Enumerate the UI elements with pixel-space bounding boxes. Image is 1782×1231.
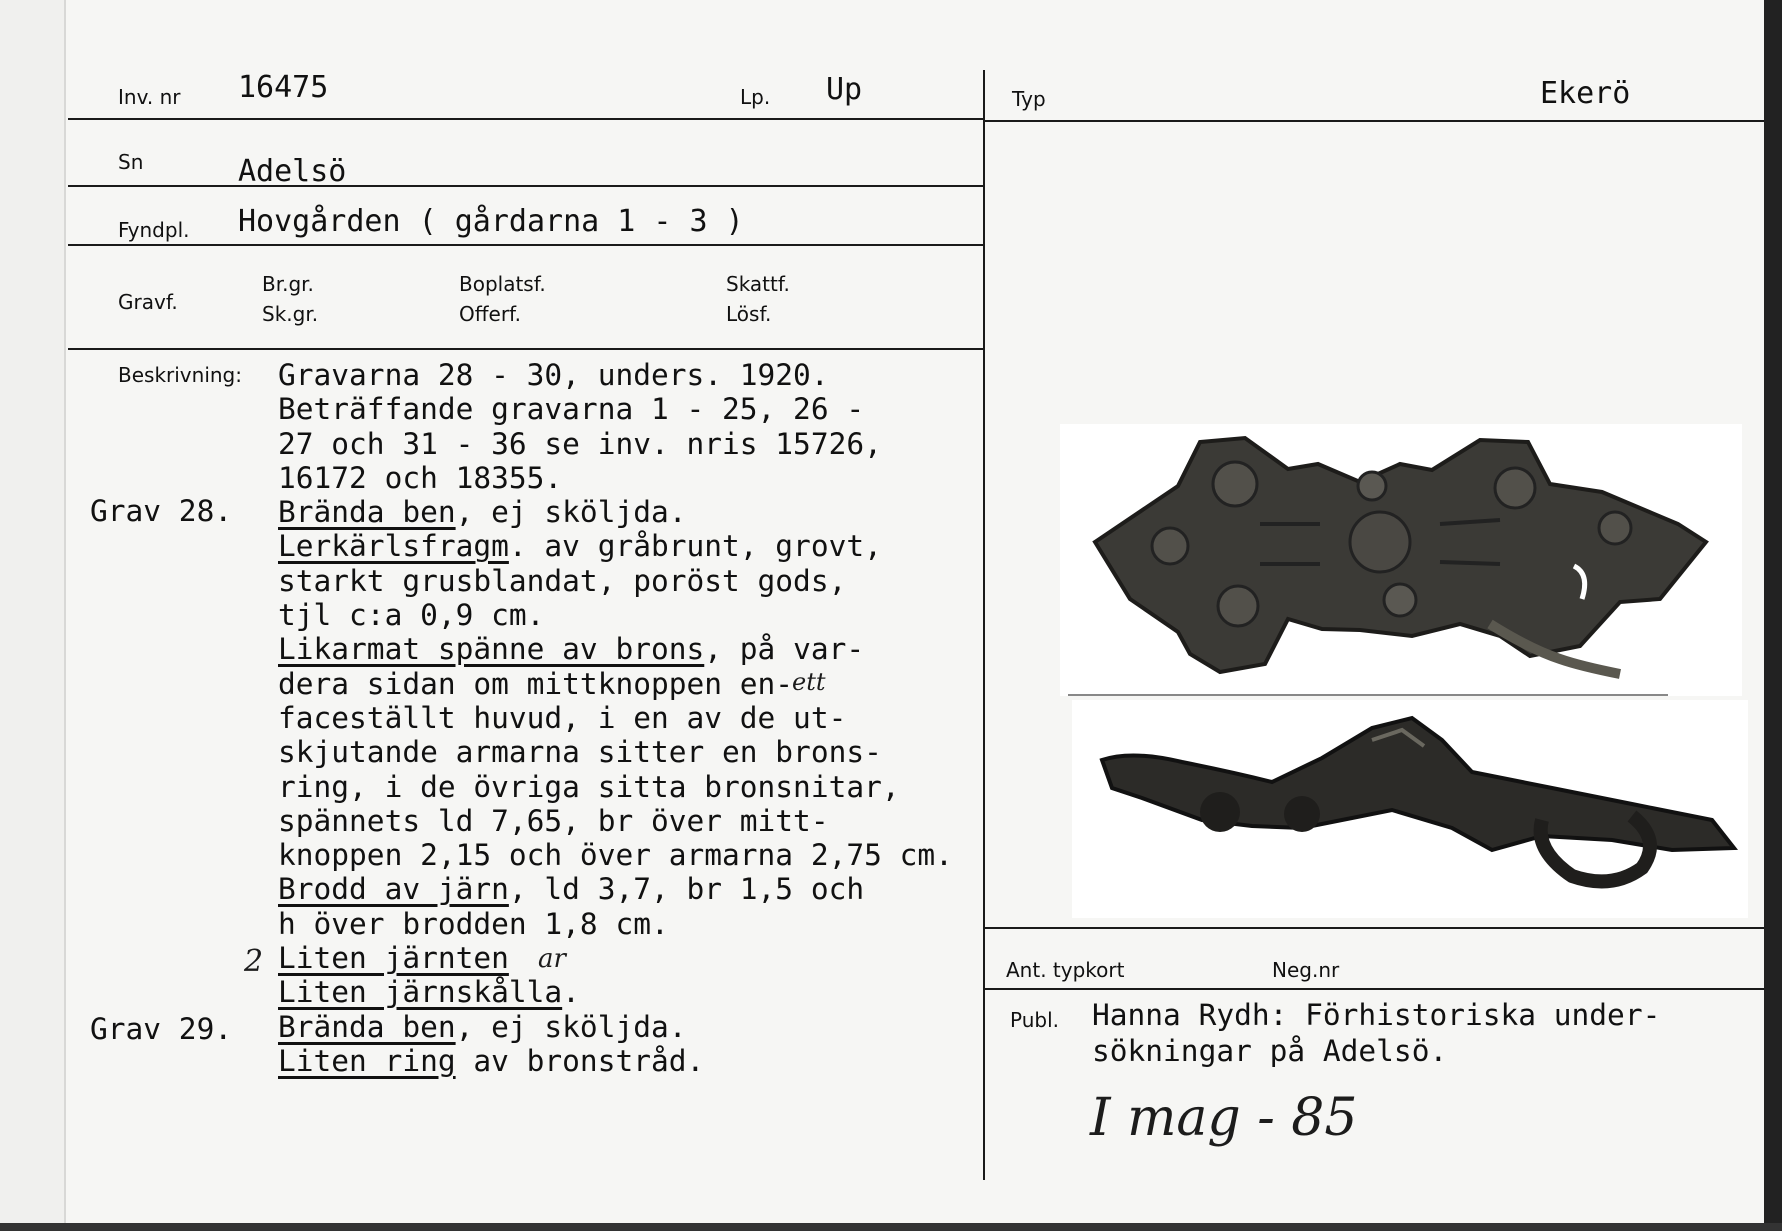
desc-text: dera sidan om mittknoppen: [278, 666, 723, 701]
desc-line: [278, 529, 953, 563]
ant-typkort-label: Ant. typkort: [1006, 958, 1125, 982]
brooch-side-view-image: [1072, 700, 1748, 918]
desc-line: 27 och 31 - 36 se inv. nris 15726,: [278, 426, 882, 461]
desc-text: , ej sköljda.: [455, 495, 687, 530]
rule-typ: [985, 120, 1764, 122]
handwritten-number: 2: [244, 944, 264, 979]
column-divider: [983, 70, 985, 1180]
handwritten-ett: ett: [792, 668, 826, 696]
desc-line: ring, i de övriga sitta bronsnitar,: [278, 769, 900, 804]
losf-label: Lösf.: [726, 302, 772, 326]
desc-text: en-: [722, 666, 794, 701]
scan-bottom-edge: [0, 1223, 1782, 1231]
desc-line: faceställt huvud, i en av de ut-: [278, 700, 847, 735]
desc-line: [278, 872, 953, 906]
desc-underlined: Lerkärlsfragm: [278, 529, 509, 564]
card-left-edge: [0, 0, 66, 1231]
desc-text: .: [562, 975, 580, 1010]
rule-gravf: [68, 348, 985, 350]
typ-value: Ekerö: [1540, 76, 1631, 111]
desc-underlined: Likarmat spänne av brons: [278, 632, 705, 667]
inv-label: Inv. nr: [118, 85, 181, 109]
scan-right-edge: [1764, 0, 1782, 1231]
fyndpl-value: Hovgården ( gårdarna 1 - 3 ): [238, 204, 744, 239]
desc-line: Gravarna 28 - 30, unders. 1920.: [278, 358, 829, 392]
desc-line: h över brodden 1,8 cm.: [278, 906, 669, 941]
desc-text: , ej sköljda.: [455, 1009, 687, 1044]
desc-underlined: Brända ben: [278, 495, 456, 530]
desc-line: knoppen 2,15 och över armarna 2,75 cm.: [278, 838, 953, 873]
desc-line: starkt grusblandat, poröst gods,: [278, 563, 847, 598]
rule-ant: [985, 927, 1764, 929]
desc-line: [278, 632, 953, 666]
desc-underlined: Brända ben: [278, 1009, 456, 1044]
brooch-top-view-image: [1060, 424, 1742, 696]
desc-line: Beträffande gravarna 1 - 25, 26 -: [278, 392, 865, 427]
desc-line: tjl c:a 0,9 cm.: [278, 598, 545, 633]
skattf-label: Skattf.: [726, 272, 790, 296]
desc-line: spännets ld 7,65, br över mitt-: [278, 803, 829, 838]
desc-text: , ld 3,7, br 1,5 och: [508, 872, 865, 907]
offerf-label: Offerf.: [459, 302, 521, 326]
desc-line: skjutande armarna sitter en brons-: [278, 735, 882, 770]
boplatsf-label: Boplatsf.: [459, 272, 546, 296]
brooch-photo-side: [1072, 700, 1748, 918]
grav29-label: Grav 29.: [90, 1012, 233, 1046]
desc-line: [278, 495, 953, 529]
desc-underlined: Liten järnskålla: [278, 975, 563, 1010]
desc-line: [278, 667, 953, 701]
desc-line: 16172 och 18355.: [278, 460, 563, 495]
lp-value: Up: [826, 72, 863, 107]
desc-line: [278, 975, 953, 1009]
lp-label: Lp.: [740, 85, 771, 109]
desc-underlined: Brodd av järn: [278, 872, 509, 907]
desc-underlined: Liten järnten: [278, 941, 509, 976]
rule-neg: [985, 988, 1764, 990]
desc-text: . av gråbrunt, grovt,: [508, 529, 882, 564]
skgr-label: Sk.gr.: [262, 302, 319, 326]
desc-text: , på var-: [704, 632, 865, 667]
sn-value: Adelsö: [238, 154, 347, 189]
desc-line: [278, 1044, 953, 1078]
publ-line2: sökningar på Adelsö.: [1092, 1034, 1448, 1068]
fyndpl-label: Fyndpl.: [118, 218, 190, 242]
desc-line: [278, 1010, 953, 1044]
typ-label: Typ: [1012, 87, 1046, 111]
inv-value: 16475: [238, 70, 329, 105]
brooch-photo-top: [1060, 424, 1742, 696]
handwritten-ar: ar: [538, 944, 566, 974]
sn-label: Sn: [118, 150, 144, 174]
desc-text: av bronstråd.: [455, 1043, 705, 1078]
rule-fyndpl: [68, 244, 985, 246]
grav28-label: Grav 28.: [90, 494, 233, 528]
desc-underlined: Liten ring: [278, 1043, 456, 1078]
beskrivning-label: Beskrivning:: [118, 363, 242, 387]
description-text: [278, 358, 953, 1078]
rule-inv: [68, 118, 985, 120]
negnr-label: Neg.nr: [1272, 958, 1340, 982]
handwritten-note: I mag - 85: [1090, 1088, 1358, 1148]
publ-line1: Hanna Rydh: Förhistoriska under-: [1092, 998, 1661, 1032]
publ-label: Publ.: [1010, 1008, 1059, 1032]
brgr-label: Br.gr.: [262, 272, 314, 296]
rule-sn: [68, 185, 985, 187]
gravf-label: Gravf.: [118, 290, 178, 314]
desc-line: [278, 941, 953, 975]
